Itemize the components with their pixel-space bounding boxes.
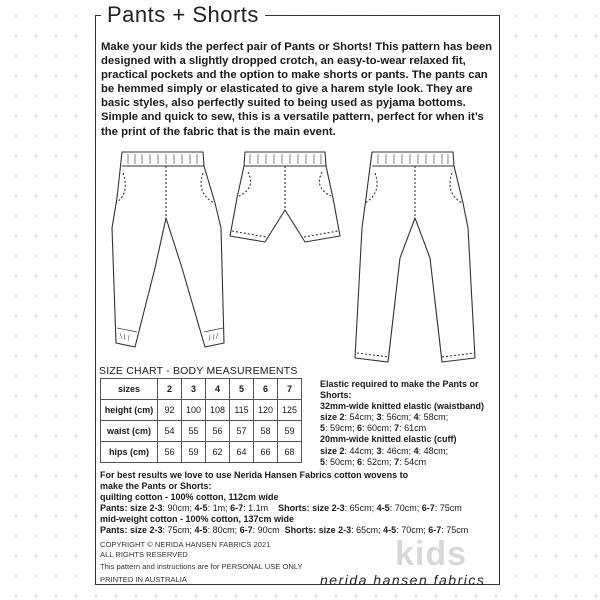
- quilting-cotton-line: Pants: size 2-3: 90cm; 4-5: 1m; 6-7: 1.1m Shorts: size 2-3: 65cm; 4-5: 70cm; 6-7: 75cm: [100, 503, 462, 513]
- table-cell: 59: [278, 421, 302, 442]
- table-cell: 100: [182, 400, 206, 421]
- copyright-line: COPYRIGHT © NERIDA HANSEN FABRICS 2021: [100, 540, 271, 549]
- table-cell: 59: [182, 442, 206, 463]
- size-header: 3: [182, 379, 206, 400]
- table-cell: 64: [230, 442, 254, 463]
- table-cell: 115: [230, 400, 254, 421]
- size-header: 6: [254, 379, 278, 400]
- table-row: [101, 400, 302, 421]
- table-cell: 125: [278, 400, 302, 421]
- size-chart-title: SIZE CHART - BODY MEASUREMENTS: [99, 365, 298, 377]
- table-row: [101, 442, 302, 463]
- straight-pants-drawing: [355, 152, 475, 362]
- personal-use-line: This pattern and instructions are for PERSONAL USE ONLY: [100, 562, 303, 572]
- table-header-label: sizes: [101, 379, 158, 400]
- size-header: 2: [158, 379, 182, 400]
- table-cell: 92: [158, 400, 182, 421]
- cuff-elastic-title: 20mm-wide knitted elastic (cuff): [320, 434, 457, 445]
- waist-elastic-line: size 2: 54cm; 3: 56cm; 4: 58cm;: [320, 412, 449, 423]
- elastic-heading: Elastic required to make the Pants or Shorts:: [320, 379, 479, 401]
- table-cell: 55: [182, 421, 206, 442]
- table-cell: 68: [278, 442, 302, 463]
- table-cell: 56: [206, 421, 230, 442]
- waist-elastic-line: 5: 59cm; 6: 60cm; 7: 61cm: [320, 423, 427, 434]
- garment-drawings: [100, 148, 495, 368]
- row-label: waist (cm): [101, 421, 158, 442]
- waist-elastic-title: 32mm-wide knitted elastic (waistband): [320, 401, 485, 412]
- table-cell: 54: [158, 421, 182, 442]
- shorts-drawing: [230, 152, 340, 242]
- size-header: 4: [206, 379, 230, 400]
- table-row: [101, 379, 302, 400]
- table-cell: 66: [254, 442, 278, 463]
- table-cell: 120: [254, 400, 278, 421]
- page-title: Pants + Shorts: [101, 2, 265, 28]
- table-cell: 57: [230, 421, 254, 442]
- table-cell: 58: [254, 421, 278, 442]
- table-row: [101, 421, 302, 442]
- cuff-elastic-line: 5: 50cm; 6: 52cm; 7: 54cm: [320, 456, 427, 467]
- table-cell: 56: [158, 442, 182, 463]
- quilting-cotton-title: quilting cotton - 100% cotton, 112cm wide: [100, 492, 279, 502]
- midweight-cotton-title: mid-weight cotton - 100% cotton, 137cm wide: [100, 514, 295, 524]
- cuff-elastic-line: size 2: 44cm; 3: 46cm; 4: 48cm;: [320, 445, 449, 456]
- size-header: 7: [278, 379, 302, 400]
- row-label: hips (cm): [101, 442, 158, 463]
- size-chart-table: [100, 378, 302, 463]
- front-pants-drawing: [112, 152, 224, 347]
- brand-logo: nerida hansen fabrics: [320, 572, 486, 588]
- kids-logo: kids: [395, 535, 468, 573]
- intro-text: Make your kids the perfect pair of Pants or Shorts! This pattern has been designed with a slightly dropped crotch, an easy-to-wear relaxed fit, practical pockets and the option to make shorts or pants. The pants can be hemmed simply or elasticated to give a harem style look. They are basic styles, also perfectly suited to being used as pyjama bottoms. Simple and quick to sew, this is a versatile pattern, perfect for when it’s the print of the fabric that is the main event.: [101, 41, 493, 138]
- table-cell: 62: [206, 442, 230, 463]
- fabric-intro-2: make the Pants or Shorts:: [100, 481, 212, 491]
- rights-line: ALL RIGHTS RESERVED: [100, 549, 188, 559]
- fabric-intro: For best results we love to use Nerida Hansen Fabrics cotton wovens to: [100, 470, 409, 480]
- printed-line: PRINTED IN AUSTRALIA: [100, 574, 187, 584]
- table-cell: 108: [206, 400, 230, 421]
- fabric-requirements: [100, 470, 498, 536]
- row-label: height (cm): [101, 400, 158, 421]
- midweight-cotton-line: Pants: size 2-3: 75cm; 4-5: 80cm; 6-7: 90cm Shorts: size 2-3: 65cm; 4-5: 70cm; 6-7: 75cm: [100, 525, 469, 535]
- elastic-requirements: [320, 379, 498, 468]
- size-header: 5: [230, 379, 254, 400]
